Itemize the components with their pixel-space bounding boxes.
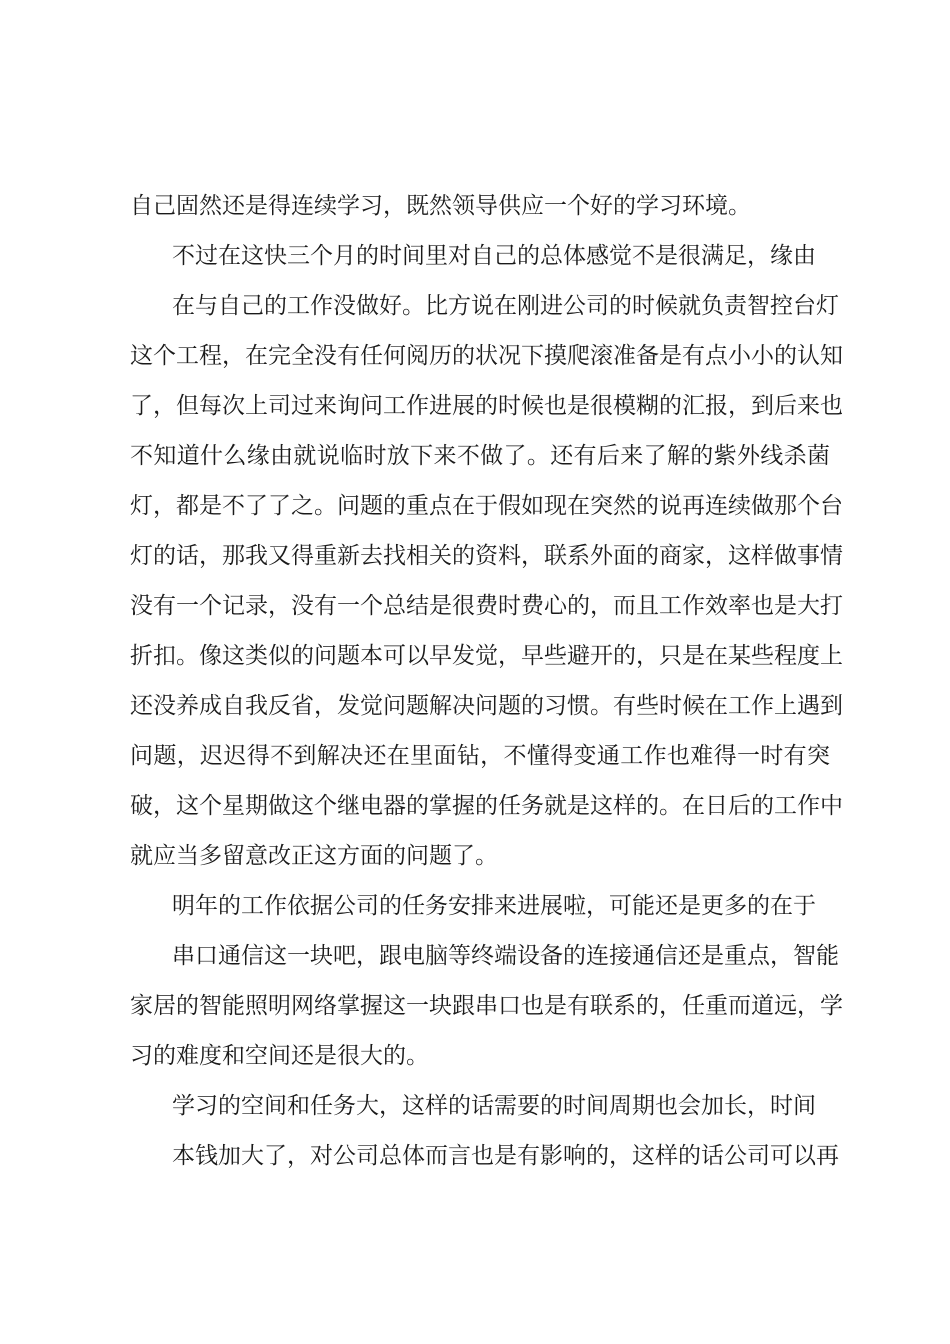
text-line: 不知道什么缘由就说临时放下来不做了。还有后来了解的紫外线杀菌 <box>130 443 830 469</box>
text-line: 破，这个星期做这个继电器的掌握的任务就是这样的。在日后的工作中 <box>130 793 843 819</box>
text-line: 串口通信这一块吧，跟电脑等终端设备的连接通信还是重点，智能 <box>172 943 839 969</box>
text-line: 学习的空间和任务大，这样的话需要的时间周期也会加长，时间 <box>172 1093 816 1119</box>
text-line: 本钱加大了，对公司总体而言也是有影响的，这样的话公司可以再 <box>172 1143 839 1169</box>
text-line: 这个工程，在完全没有任何阅历的状况下摸爬滚准备是有点小小的认知 <box>130 343 843 369</box>
text-line: 了，但每次上司过来询问工作进展的时候也是很模糊的汇报，到后来也 <box>130 393 843 419</box>
text-line: 自己固然还是得连续学习，既然领导供应一个好的学习环境。 <box>130 193 751 219</box>
text-line: 家居的智能照明网络掌握这一块跟串口也是有联系的，任重而道远，学 <box>130 993 843 1019</box>
text-line: 灯的话，那我又得重新去找相关的资料，联系外面的商家，这样做事情 <box>130 543 843 569</box>
text-line: 折扣。像这类似的问题本可以早发觉，早些避开的，只是在某些程度上 <box>130 643 843 669</box>
text-line: 习的难度和空间还是很大的。 <box>130 1043 429 1069</box>
text-line: 不过在这快三个月的时间里对自己的总体感觉不是很满足，缘由 <box>172 243 816 269</box>
text-line: 就应当多留意改正这方面的问题了。 <box>130 843 498 869</box>
text-line: 问题，迟迟得不到解决还在里面钻，不懂得变通工作也难得一时有突 <box>130 743 830 769</box>
text-line: 没有一个记录，没有一个总结是很费时费心的，而且工作效率也是大打 <box>130 593 843 619</box>
text-line: 明年的工作依据公司的任务安排来进展啦，可能还是更多的在于 <box>172 893 816 919</box>
text-line: 还没养成自我反省，发觉问题解决问题的习惯。有些时候在工作上遇到 <box>130 693 843 719</box>
text-line: 灯，都是不了了之。问题的重点在于假如现在突然的说再连续做那个台 <box>130 493 843 519</box>
text-line: 在与自己的工作没做好。比方说在刚进公司的时候就负责智控台灯 <box>172 293 839 319</box>
